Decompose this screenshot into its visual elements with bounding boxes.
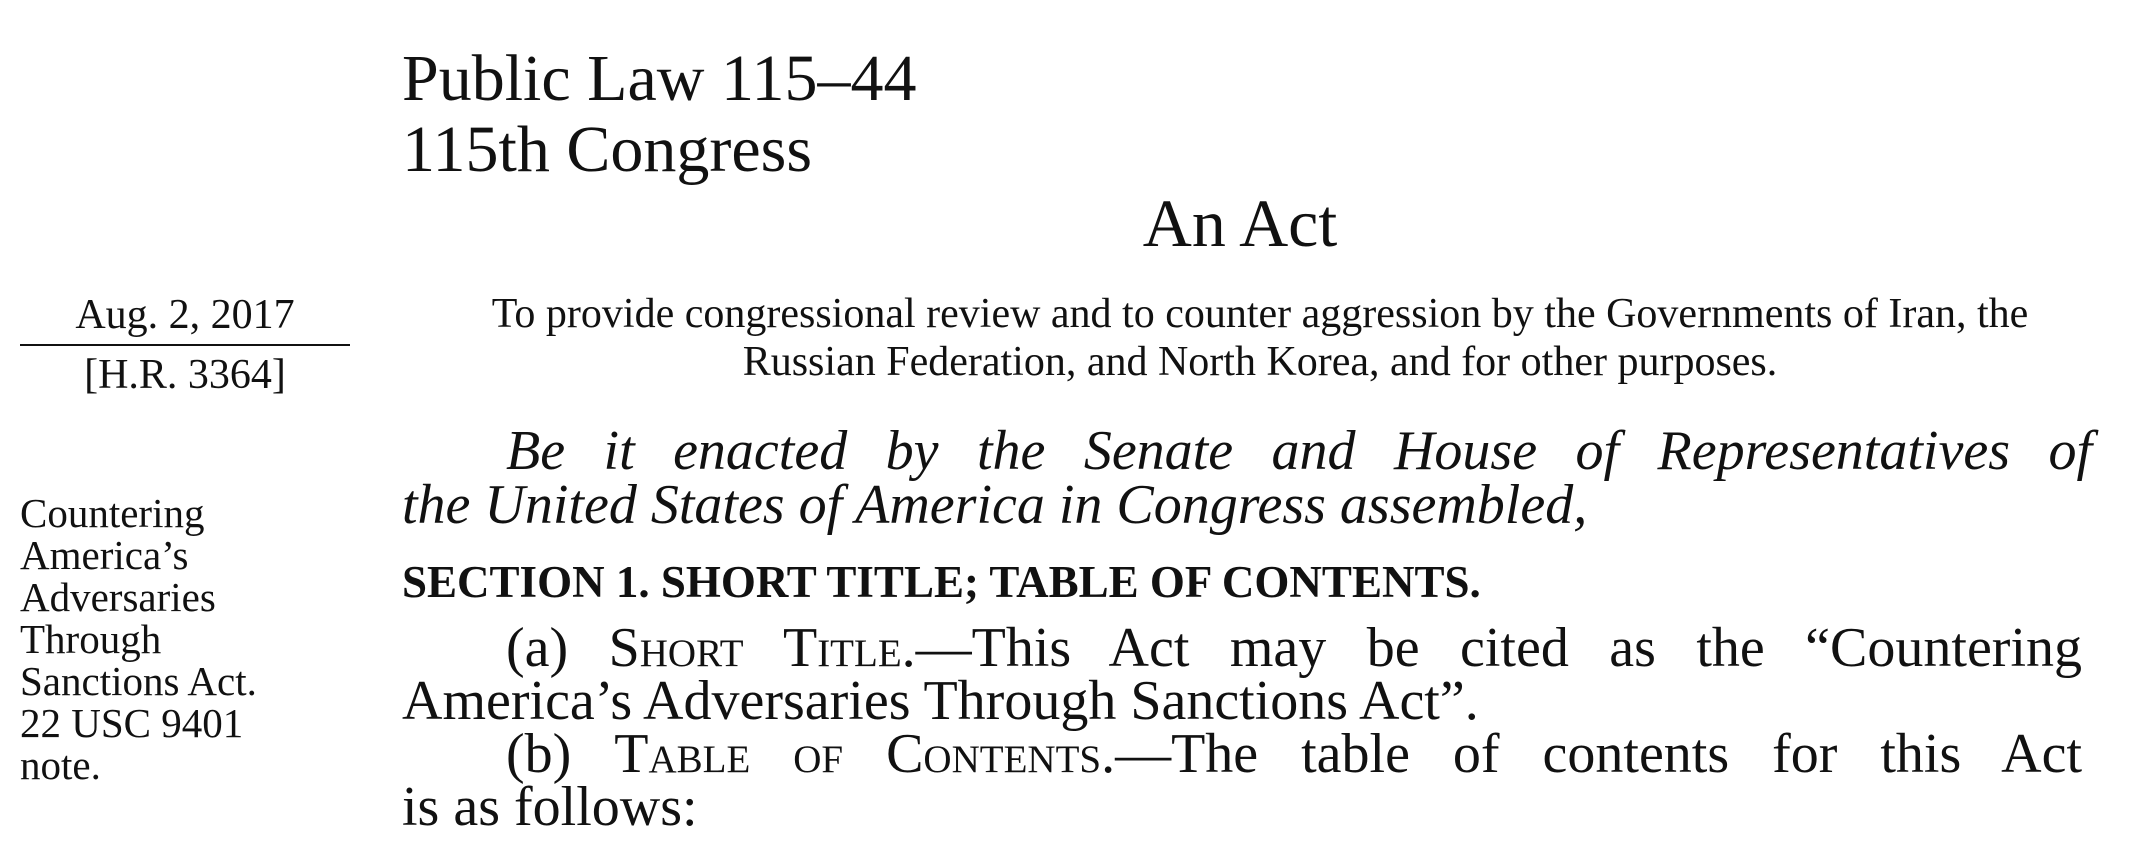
- paragraph-a-text: —This Act may be cited as the “Countering: [915, 617, 2083, 679]
- paragraph-a-line-2: America’s Adversaries Through Sanctions Act”.: [402, 670, 1479, 732]
- congress-number: 115th Congress: [402, 113, 813, 186]
- paragraph-a-line-1: [402, 617, 2083, 679]
- paragraph-b-line-2: is as follows:: [402, 776, 698, 838]
- enacting-clause-line-1: Be it enacted by the Senate and House of Representatives of: [506, 420, 2092, 482]
- enacting-clause: [402, 420, 2092, 536]
- enacting-clause-line-2: the United States of America in Congress assembled,: [402, 474, 1588, 536]
- paragraph-a-caption: Short Title.: [608, 617, 916, 679]
- paragraph-b-caption: Table of Contents.: [614, 723, 1116, 785]
- enactment-date: Aug. 2, 2017: [75, 292, 295, 338]
- paragraph-short-title: [402, 617, 2083, 732]
- act-heading: [0, 185, 2129, 261]
- act-purpose: To provide congressional review and to counter aggression by the Governments of Iran, the Russian Federation, and North Korea, and for other purposes.: [491, 291, 2029, 385]
- paragraph-b-text: —The table of contents for this Act: [1115, 723, 2083, 785]
- act-heading-text: An Act: [1142, 185, 1338, 261]
- bill-number: [H.R. 3364]: [84, 352, 286, 398]
- paragraph-b-marker: (b): [506, 723, 615, 785]
- paragraph-a-marker: (a): [506, 617, 609, 679]
- date-divider: [20, 344, 350, 346]
- enactment-date-block: [20, 292, 350, 398]
- section-heading: SECTION 1. SHORT TITLE; TABLE OF CONTENTS.: [402, 557, 1481, 607]
- margin-note: Countering America’s Adversaries Through Sanctions Act. 22 USC 9401 note.: [20, 490, 257, 788]
- paragraph-table-of-contents: [402, 723, 2083, 838]
- public-law-number: Public Law 115–44: [402, 42, 917, 115]
- paragraph-b-line-1: [402, 723, 2083, 785]
